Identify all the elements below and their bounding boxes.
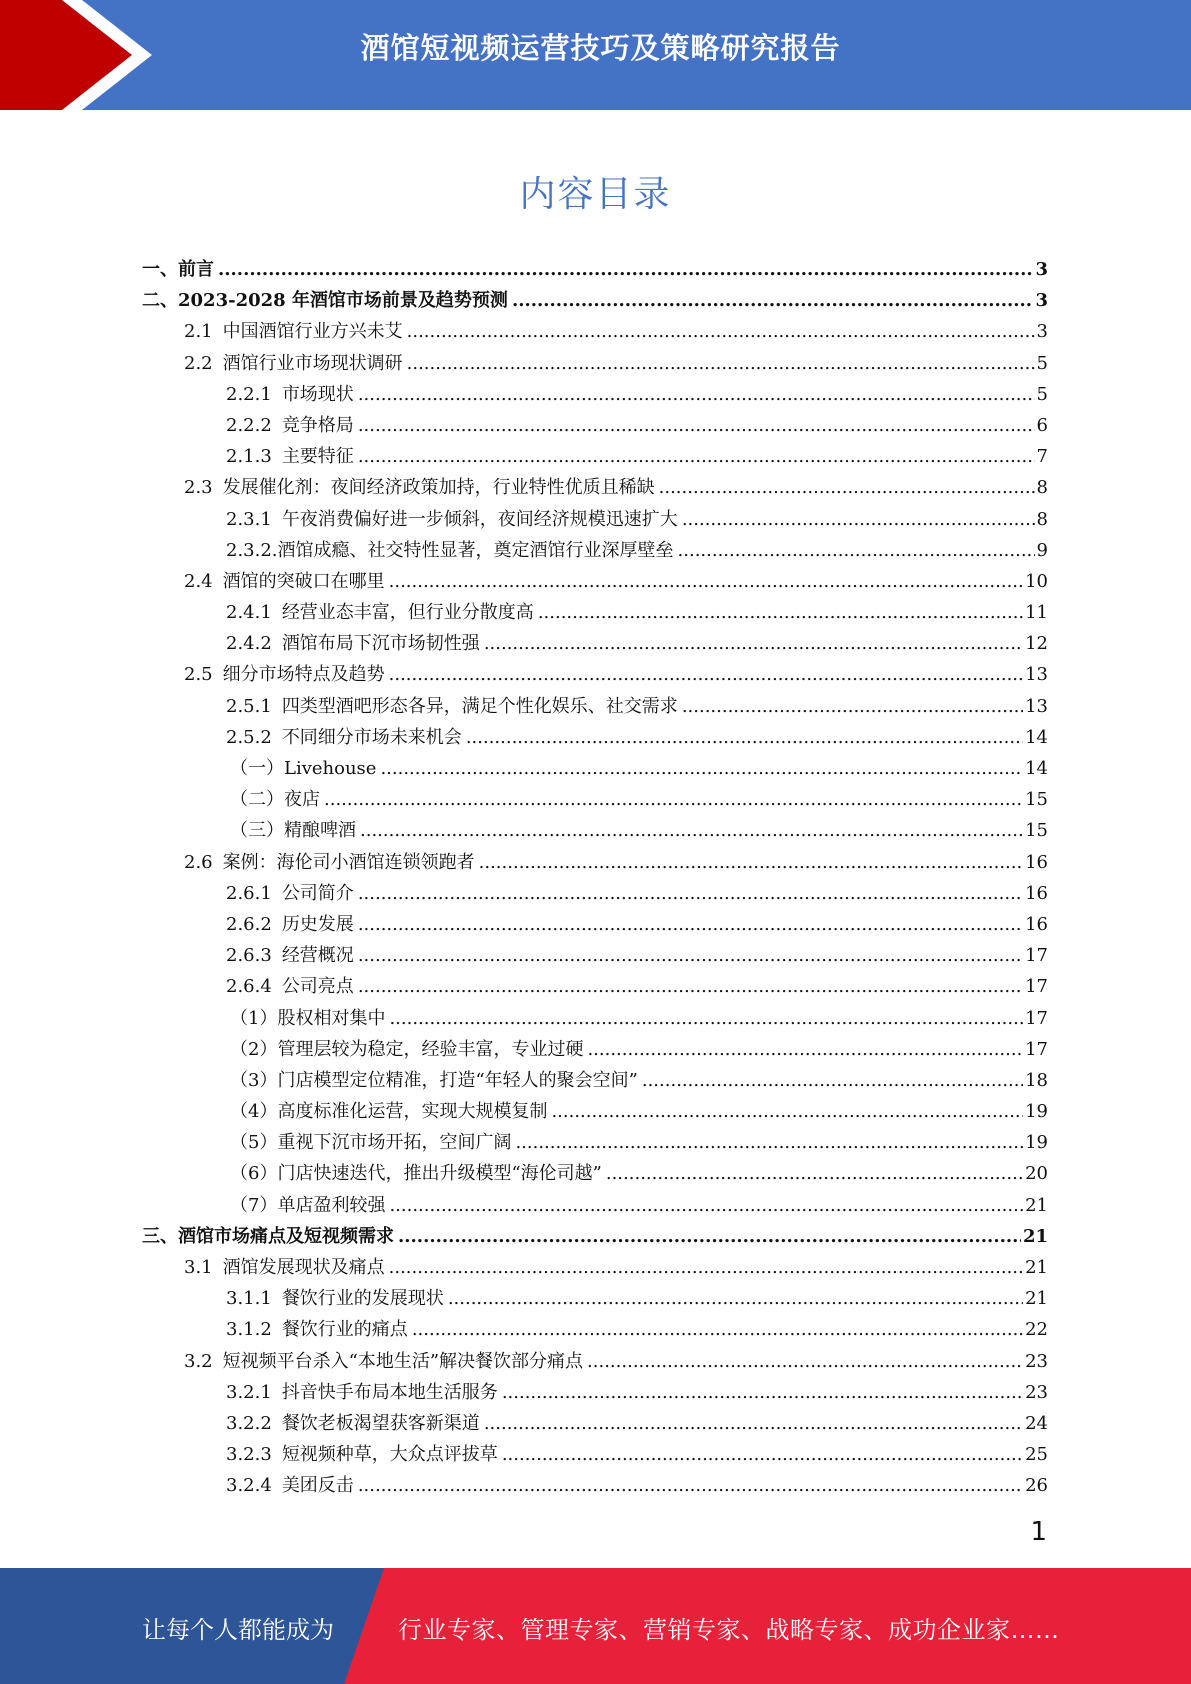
toc-entry-page: 10 [1025,570,1048,592]
toc-entry[interactable] [142,628,1048,659]
toc-entry-label: 市场现状 [281,383,354,405]
toc-entry-label: 不同细分市场未来机会 [281,726,462,748]
toc-leader-dots [484,628,1023,659]
toc-entry-label: 二、2023-2028 年酒馆市场前景及趋势预测 [142,290,508,312]
toc-entry-number: 2.5.1 [226,695,272,717]
toc-entry[interactable] [142,1096,1048,1127]
toc-entry[interactable] [142,753,1048,784]
toc-leader-dots [218,254,1033,285]
toc-leader-dots [358,410,1035,441]
toc-entry-label: （一）Livehouse [230,758,377,779]
toc-entry-page: 17 [1025,1038,1048,1060]
toc-entry-label: 一、前言 [142,259,214,280]
toc-entry-number: 2.1 [184,321,213,343]
toc-entry-page: 21 [1025,1288,1048,1310]
toc-leader-dots [551,1096,1023,1127]
toc-entry-label: 发展催化剂：夜间经济政策加持，行业特性优质且稀缺 [222,477,655,499]
toc-entry-page: 17 [1025,1007,1048,1029]
toc-leader-dots [659,472,1035,503]
toc-entry-label: 主要特征 [281,446,354,468]
toc-entry-page: 14 [1025,726,1048,748]
toc-entry-label: 酒馆布局下沉市场韧性强 [281,633,480,655]
toc-entry-number: 2.1.3 [226,446,272,468]
toc-entry-page: 23 [1025,1381,1048,1403]
toc-leader-dots [389,566,1023,597]
toc-leader-dots [502,1377,1023,1408]
report-title: 酒馆短视频运营技巧及策略研究报告 [360,31,841,65]
toc-entry[interactable] [142,659,1048,690]
toc-leader-dots [412,1314,1023,1345]
toc-entry-label: 经营业态丰富，但行业分散度高 [281,602,534,624]
toc-entry-number: 2.2.2 [226,414,272,436]
toc-entry-label: 2.3.2.酒馆成瘾、社交特性显著，奠定酒馆行业深厚壁垒 [226,539,674,561]
toc-entry-page: 13 [1025,664,1048,686]
toc-leader-dots [682,691,1023,722]
toc-entry-number: 2.4.2 [226,633,272,655]
footer-slogan-right: 行业专家、管理专家、营销专家、战略专家、成功企业家…… [398,1616,1060,1644]
toc-entry[interactable] [142,597,1048,628]
toc-entry-label: 短视频种草，大众点评拔草 [281,1444,498,1466]
toc-entry-page: 16 [1025,851,1048,873]
toc-entry-page: 13 [1025,695,1048,717]
toc-entry-label: 午夜消费偏好进一步倾斜，夜间经济规模迅速扩大 [281,508,678,530]
toc-entry-page: 17 [1025,976,1048,998]
toc-entry-number: 2.6.3 [226,945,272,967]
toc-entry-page: 21 [1022,1225,1048,1247]
toc-entry-number: 2.3.1 [226,508,272,530]
toc-entry-page: 5 [1036,383,1048,405]
page-header [0,0,1191,110]
toc-entry-page: 11 [1025,602,1048,624]
toc-entry-label: 中国酒馆行业方兴未艾 [222,321,403,343]
toc-entry-number: 3.2.1 [226,1381,272,1403]
footer-slogan-left: 让每个人都能成为 [142,1616,334,1644]
toc-leader-dots [358,441,1035,472]
toc-entry-number: 3.2 [184,1350,213,1372]
toc-entry[interactable] [142,410,1048,441]
toc-leader-dots [358,971,1023,1002]
toc-entry[interactable] [142,1439,1048,1470]
toc-entry-page: 25 [1025,1444,1048,1466]
toc-entry-number: 2.5.2 [226,726,272,748]
toc-entry[interactable] [142,1377,1048,1408]
toc-entry[interactable] [142,1003,1048,1034]
toc-entry-page: 3 [1035,259,1048,280]
toc-entry-number: 2.6.4 [226,976,272,998]
toc-entry-number: 3.1.2 [226,1319,272,1341]
toc-entry[interactable] [142,472,1048,503]
toc-entry-label: 餐饮老板渴望获客新渠道 [281,1412,480,1434]
toc-leader-dots [389,1003,1023,1034]
toc-leader-dots [389,659,1023,690]
toc-entry-page: 15 [1025,820,1048,842]
toc-entry-number: 2.2 [184,352,213,374]
toc-leader-dots [515,1127,1023,1158]
toc-leader-dots [538,597,1023,628]
toc-leader-dots [360,815,1023,846]
toc-entry[interactable] [142,691,1048,722]
toc-entry-label: 餐饮行业的痛点 [281,1319,408,1341]
toc-entry-page: 15 [1025,789,1048,811]
toc-entry-label: 餐饮行业的发展现状 [281,1288,444,1310]
toc-entry-page: 19 [1025,1132,1048,1154]
toc-entry-label: 经营概况 [281,945,354,967]
toc-entry[interactable] [142,1252,1048,1283]
toc-entry[interactable] [142,1314,1048,1345]
toc-leader-dots [407,348,1035,379]
toc-entry[interactable] [142,1470,1048,1501]
toc-leader-dots [587,1346,1023,1377]
toc-entry-number: 2.3 [184,477,213,499]
toc-leader-dots [606,1158,1023,1189]
toc-leader-dots [407,316,1035,347]
toc-entry-label: （1）股权相对集中 [230,1007,386,1029]
toc-entry[interactable] [142,909,1048,940]
toc-entry-page: 16 [1025,913,1048,935]
toc-entry[interactable] [142,566,1048,597]
toc-entry-number: 2.6 [184,851,213,873]
toc-entry-label: 四类型酒吧形态各异，满足个性化娱乐、社交需求 [281,695,678,717]
toc-entry-label: （7）单店盈利较强 [230,1194,386,1216]
toc-entry[interactable] [142,1065,1048,1096]
toc-entry-number: 2.4.1 [226,602,272,624]
toc-entry-number: 3.2.4 [226,1475,272,1497]
toc-entry-label: 公司亮点 [281,976,354,998]
toc-leader-dots [358,878,1023,909]
toc-entry-label: 竞争格局 [281,414,354,436]
toc-leader-dots [389,1252,1023,1283]
toc-entry-label: （4）高度标准化运营，实现大规模复制 [230,1101,548,1123]
toc-entry-page: 14 [1025,758,1048,779]
toc-entry-page: 16 [1025,882,1048,904]
toc-entry[interactable] [142,1034,1048,1065]
toc-entry-page: 23 [1025,1350,1048,1372]
toc-entry-label: 酒馆发展现状及痛点 [222,1257,385,1278]
toc-entry[interactable] [142,1127,1048,1158]
toc-entry-page: 21 [1025,1194,1048,1216]
toc-entry-number: 2.5 [184,664,213,686]
toc-entry-label: （5）重视下沉市场开拓，空间广阔 [230,1132,512,1154]
toc-entry[interactable] [142,878,1048,909]
toc-leader-dots [466,722,1023,753]
toc-entry-number: 3.2.3 [226,1444,272,1466]
toc-entry-number: 3.2.2 [226,1412,272,1434]
toc-entry-page: 7 [1036,446,1048,468]
toc-leader-dots [448,1283,1023,1314]
toc-entry-page: 3 [1036,321,1048,343]
toc-entry-number: 3.1 [184,1257,213,1278]
toc-entry-label: 美团反击 [281,1475,354,1497]
toc-leader-dots [587,1034,1023,1065]
toc-entry-page: 19 [1025,1101,1048,1123]
page-footer [0,1568,1191,1684]
toc-leader-dots [358,909,1023,940]
toc-entry[interactable] [142,504,1048,535]
toc-entry-page: 24 [1025,1412,1048,1434]
toc-entry-page: 26 [1025,1475,1048,1497]
toc-entry-page: 17 [1025,945,1048,967]
toc-entry[interactable] [142,815,1048,846]
toc-entry-page: 12 [1025,633,1048,655]
toc-entry-label: （二）夜店 [230,789,320,811]
toc-entry[interactable] [142,316,1048,347]
toc-entry-page: 9 [1036,539,1048,561]
toc-entry-label: 酒馆的突破口在哪里 [222,570,385,592]
toc-entry[interactable] [142,1190,1048,1221]
page-number: 1 [1030,1517,1047,1547]
toc-entry-number: 2.4 [184,570,213,592]
toc-entry-page: 5 [1036,352,1048,374]
toc-entry[interactable] [142,1158,1048,1189]
toc-entry[interactable] [142,1408,1048,1439]
toc-entry-page: 6 [1036,414,1048,436]
toc-leader-dots [484,1408,1023,1439]
toc-entry-page: 20 [1025,1163,1048,1185]
toc-entry[interactable] [142,285,1048,316]
toc-leader-dots [512,285,1034,316]
toc-entry[interactable] [142,847,1048,878]
toc-entry-label: 三、酒馆市场痛点及短视频需求 [142,1225,394,1247]
table-of-contents [142,254,1048,1502]
toc-entry-number: 2.6.2 [226,913,272,935]
toc-entry-page: 22 [1025,1319,1048,1341]
toc-leader-dots [358,1470,1023,1501]
toc-leader-dots [678,535,1035,566]
toc-entry[interactable] [142,254,1048,285]
toc-entry-label: （三）精酿啤酒 [230,820,356,842]
toc-entry-label: 案例：海伦司小酒馆连锁领跑者 [222,851,475,873]
toc-leader-dots [642,1065,1023,1096]
toc-entry-page: 21 [1025,1257,1048,1278]
toc-entry-label: 细分市场特点及趋势 [222,664,385,686]
toc-entry-label: （6）门店快速迭代，推出升级模型“海伦司越” [230,1163,602,1185]
toc-entry[interactable] [142,1346,1048,1377]
toc-entry[interactable] [142,441,1048,472]
toc-leader-dots [479,847,1023,878]
toc-leader-dots [358,940,1023,971]
toc-leader-dots [380,753,1023,784]
toc-entry-page: 3 [1035,290,1048,312]
toc-entry-label: 公司简介 [281,882,354,904]
toc-entry-number: 2.6.1 [226,882,272,904]
toc-leader-dots [682,504,1035,535]
toc-entry-label: （2）管理层较为稳定，经验丰富，专业过硬 [230,1038,584,1060]
toc-leader-dots [358,379,1035,410]
toc-entry[interactable] [142,971,1048,1002]
toc-entry-label: 酒馆行业市场现状调研 [222,352,403,374]
toc-entry[interactable] [142,722,1048,753]
toc-leader-dots [398,1221,1021,1252]
toc-entry[interactable] [142,348,1048,379]
toc-entry[interactable] [142,1283,1048,1314]
toc-entry[interactable] [142,379,1048,410]
toc-entry-label: （3）门店模型定位精准，打造“年轻人的聚会空间” [230,1069,638,1091]
toc-leader-dots [502,1439,1023,1470]
toc-entry-number: 2.2.1 [226,383,272,405]
toc-entry-page: 8 [1036,508,1048,530]
toc-entry[interactable] [142,1221,1048,1252]
toc-entry-label: 短视频平台杀入“本地生活”解决餐饮部分痛点 [222,1350,584,1372]
toc-leader-dots [324,784,1023,815]
toc-title: 内容目录 [519,174,672,215]
toc-entry-label: 抖音快手布局本地生活服务 [281,1381,498,1403]
toc-entry[interactable] [142,535,1048,566]
toc-entry[interactable] [142,940,1048,971]
toc-entry-page: 8 [1036,477,1048,499]
toc-entry-page: 18 [1025,1069,1048,1091]
toc-entry[interactable] [142,784,1048,815]
toc-leader-dots [389,1190,1023,1221]
toc-entry-label: 历史发展 [281,913,354,935]
toc-entry-number: 3.1.1 [226,1288,272,1310]
